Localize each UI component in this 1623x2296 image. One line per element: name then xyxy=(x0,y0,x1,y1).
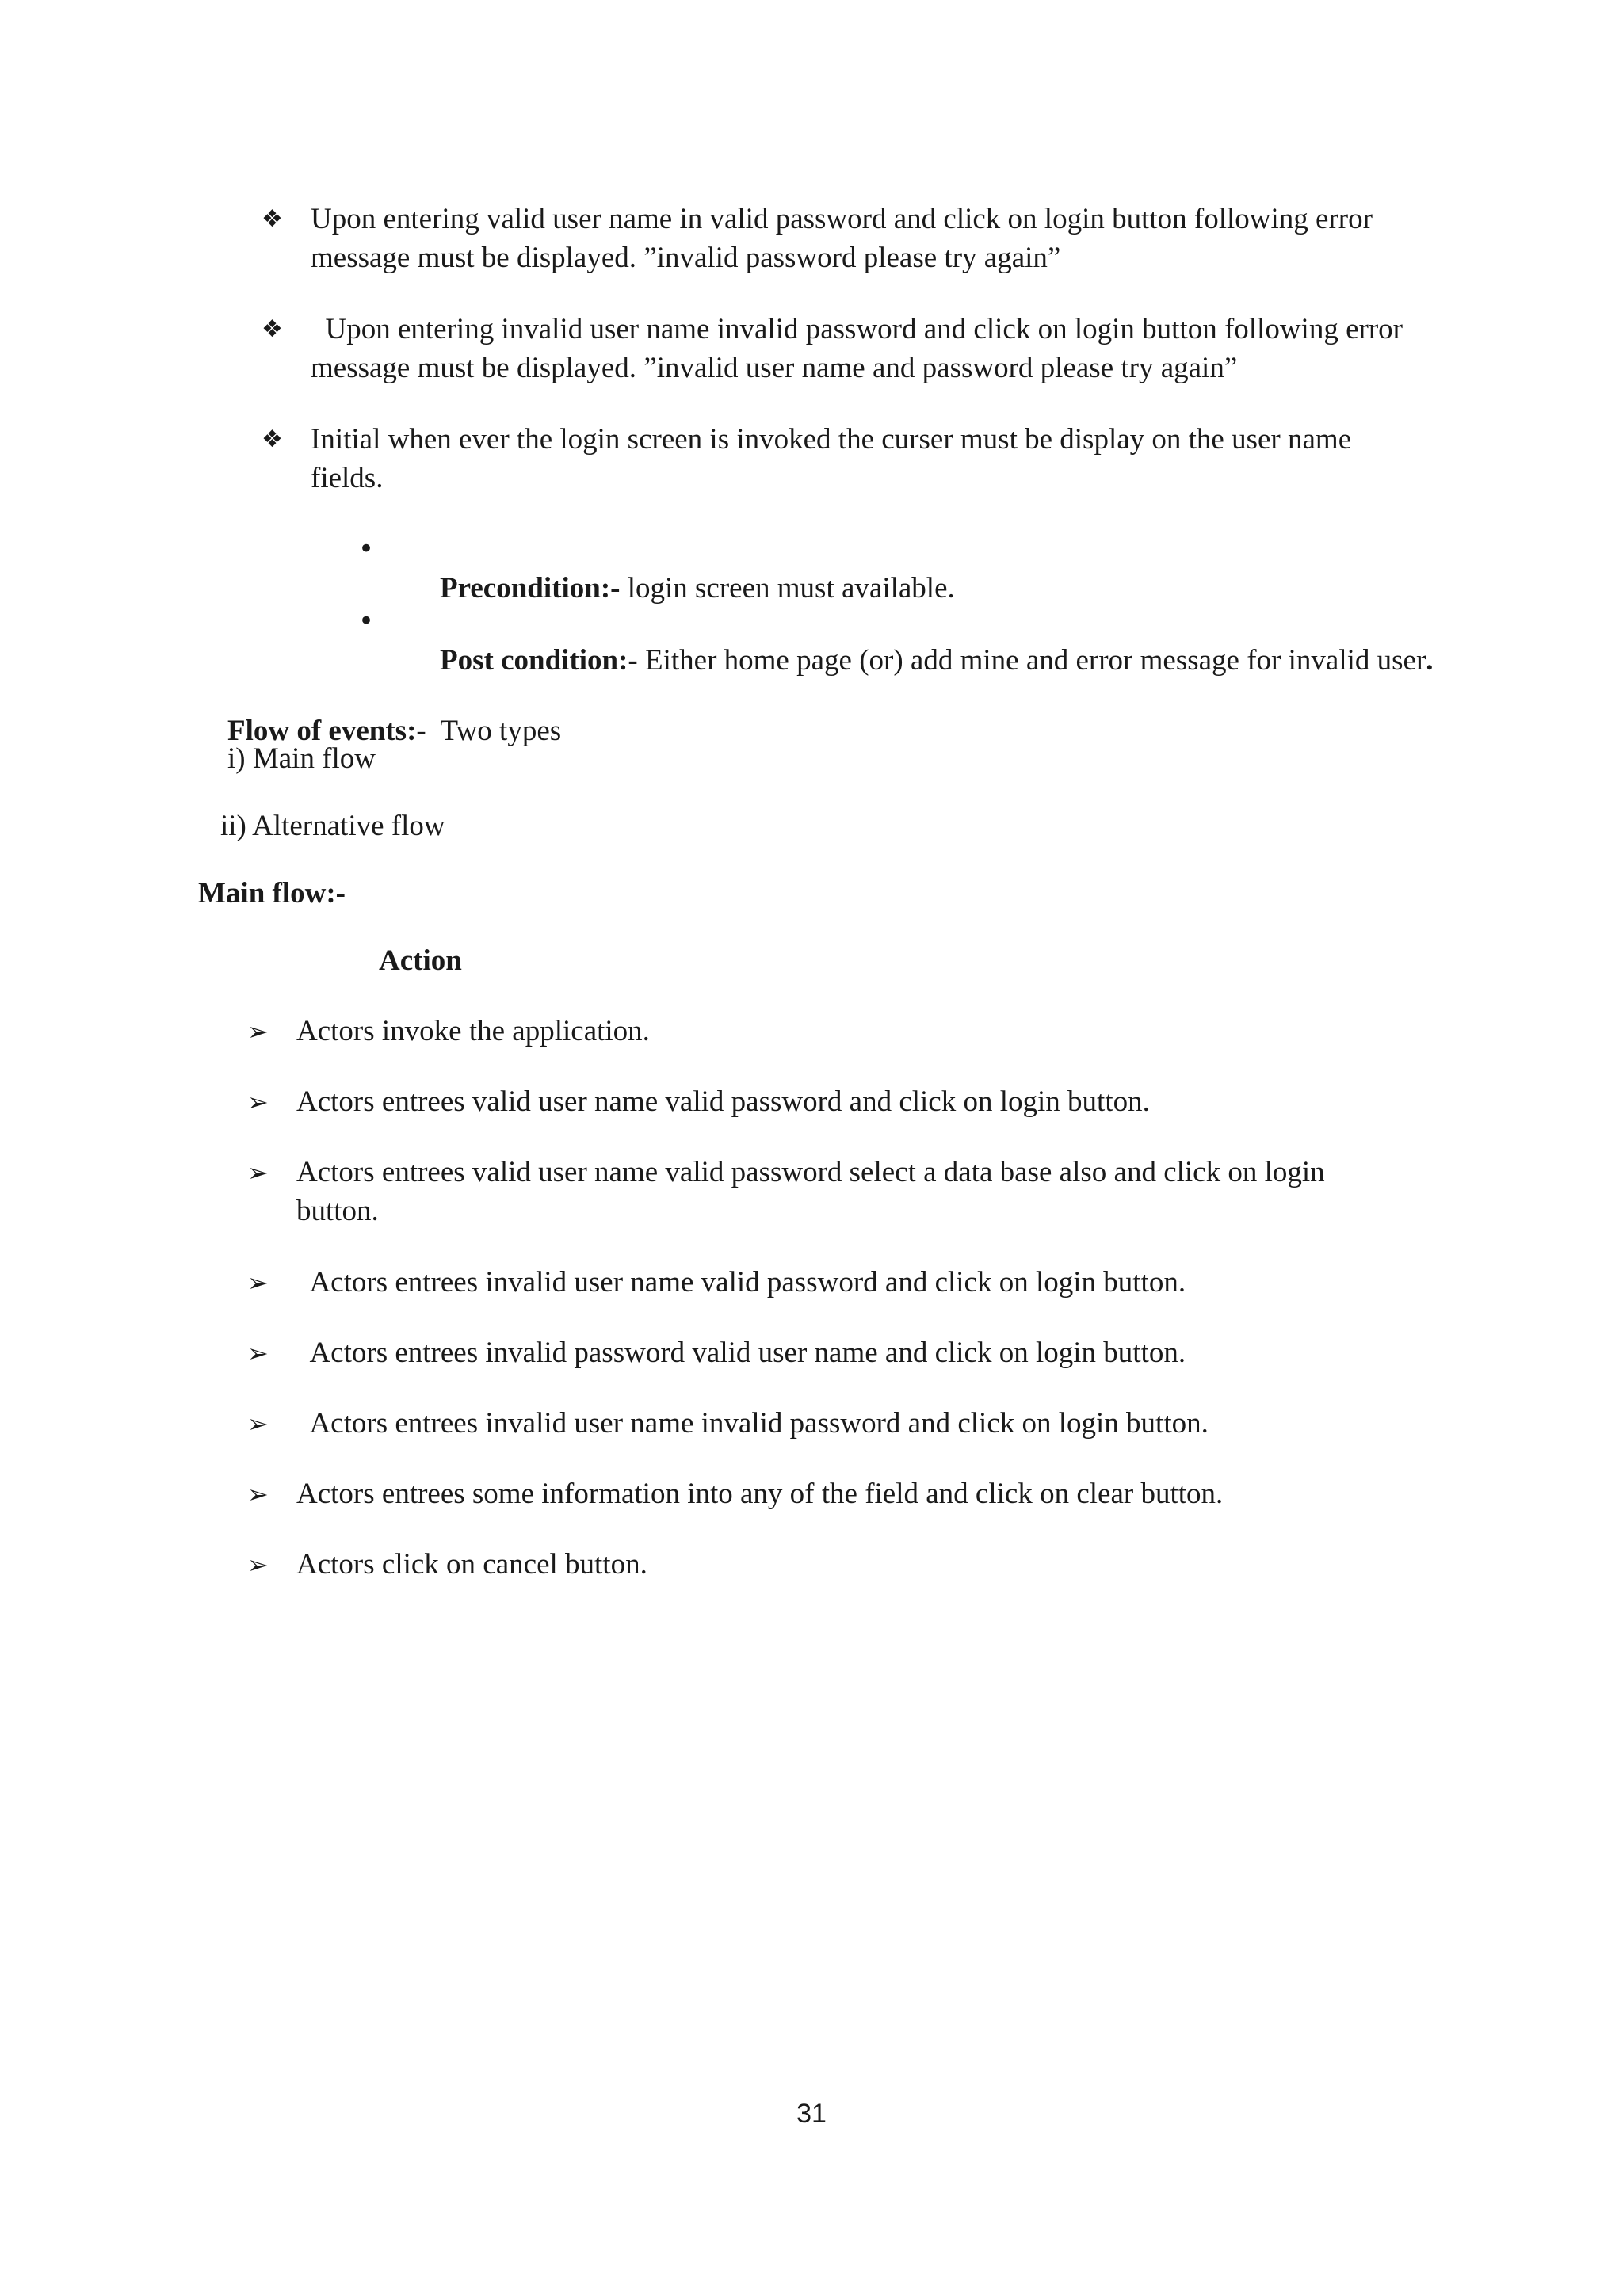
arrow-bullet-icon: ➢ xyxy=(247,1338,269,1368)
requirement-line: fields. xyxy=(311,462,384,494)
precondition-text: login screen must available. xyxy=(620,572,955,605)
diamond-bullet-icon: ❖ xyxy=(262,315,283,343)
action-item: Actors entrees some information into any of the field and click on clear button. xyxy=(296,1478,1224,1510)
postcondition-line xyxy=(411,601,1434,720)
main-flow-heading: Main flow:- xyxy=(198,877,346,910)
action-item: Actors entrees invalid password valid user name and click on login button. xyxy=(296,1337,1186,1369)
action-item: Actors click on cancel button. xyxy=(296,1548,647,1581)
arrow-bullet-icon: ➢ xyxy=(247,1158,269,1188)
action-item: Actors entrees valid user name valid password select a data base also and click on login xyxy=(296,1156,1325,1188)
action-item: Actors entrees invalid user name invalid password and click on login button. xyxy=(296,1407,1209,1440)
postcondition-label: Post condition:- xyxy=(440,644,638,677)
arrow-bullet-icon: ➢ xyxy=(247,1087,269,1117)
diamond-bullet-icon: ❖ xyxy=(262,205,283,233)
flow-type-alternative: ii) Alternative flow xyxy=(220,810,445,842)
precondition-label: Precondition:- xyxy=(440,572,621,605)
action-heading: Action xyxy=(379,944,462,977)
requirement-line: Upon entering valid user name in valid password and click on login button following error xyxy=(311,203,1373,235)
arrow-bullet-icon: ➢ xyxy=(247,1409,269,1439)
requirement-line: message must be displayed. ”invalid password please try again” xyxy=(311,242,1061,274)
arrow-bullet-icon: ➢ xyxy=(247,1016,269,1047)
action-item: Actors invoke the application. xyxy=(296,1015,650,1047)
postcondition-text: Either home page (or) add mine and error message for invalid user xyxy=(637,644,1426,677)
requirement-line: Upon entering invalid user name invalid password and click on login button following error xyxy=(311,313,1403,345)
round-bullet-icon: • xyxy=(358,533,375,565)
action-item-continued: button. xyxy=(296,1195,379,1227)
flow-type-main: i) Main flow xyxy=(227,742,376,775)
flow-of-events-label: Flow of events:- xyxy=(227,715,426,747)
arrow-bullet-icon: ➢ xyxy=(247,1550,269,1580)
round-bullet-icon: • xyxy=(358,605,375,637)
requirement-line: message must be displayed. ”invalid user name and password please try again” xyxy=(311,352,1238,384)
flow-of-events-text: Two types xyxy=(426,715,562,747)
postcondition-period: . xyxy=(1426,644,1434,677)
requirement-line: Initial when ever the login screen is invoked the curser must be display on the user name xyxy=(311,423,1352,456)
page-number: 31 xyxy=(796,2099,827,2129)
action-item: Actors entrees invalid user name valid password and click on login button. xyxy=(296,1266,1186,1299)
diamond-bullet-icon: ❖ xyxy=(262,425,283,453)
action-item: Actors entrees valid user name valid password and click on login button. xyxy=(296,1085,1150,1118)
arrow-bullet-icon: ➢ xyxy=(247,1479,269,1509)
arrow-bullet-icon: ➢ xyxy=(247,1268,269,1298)
